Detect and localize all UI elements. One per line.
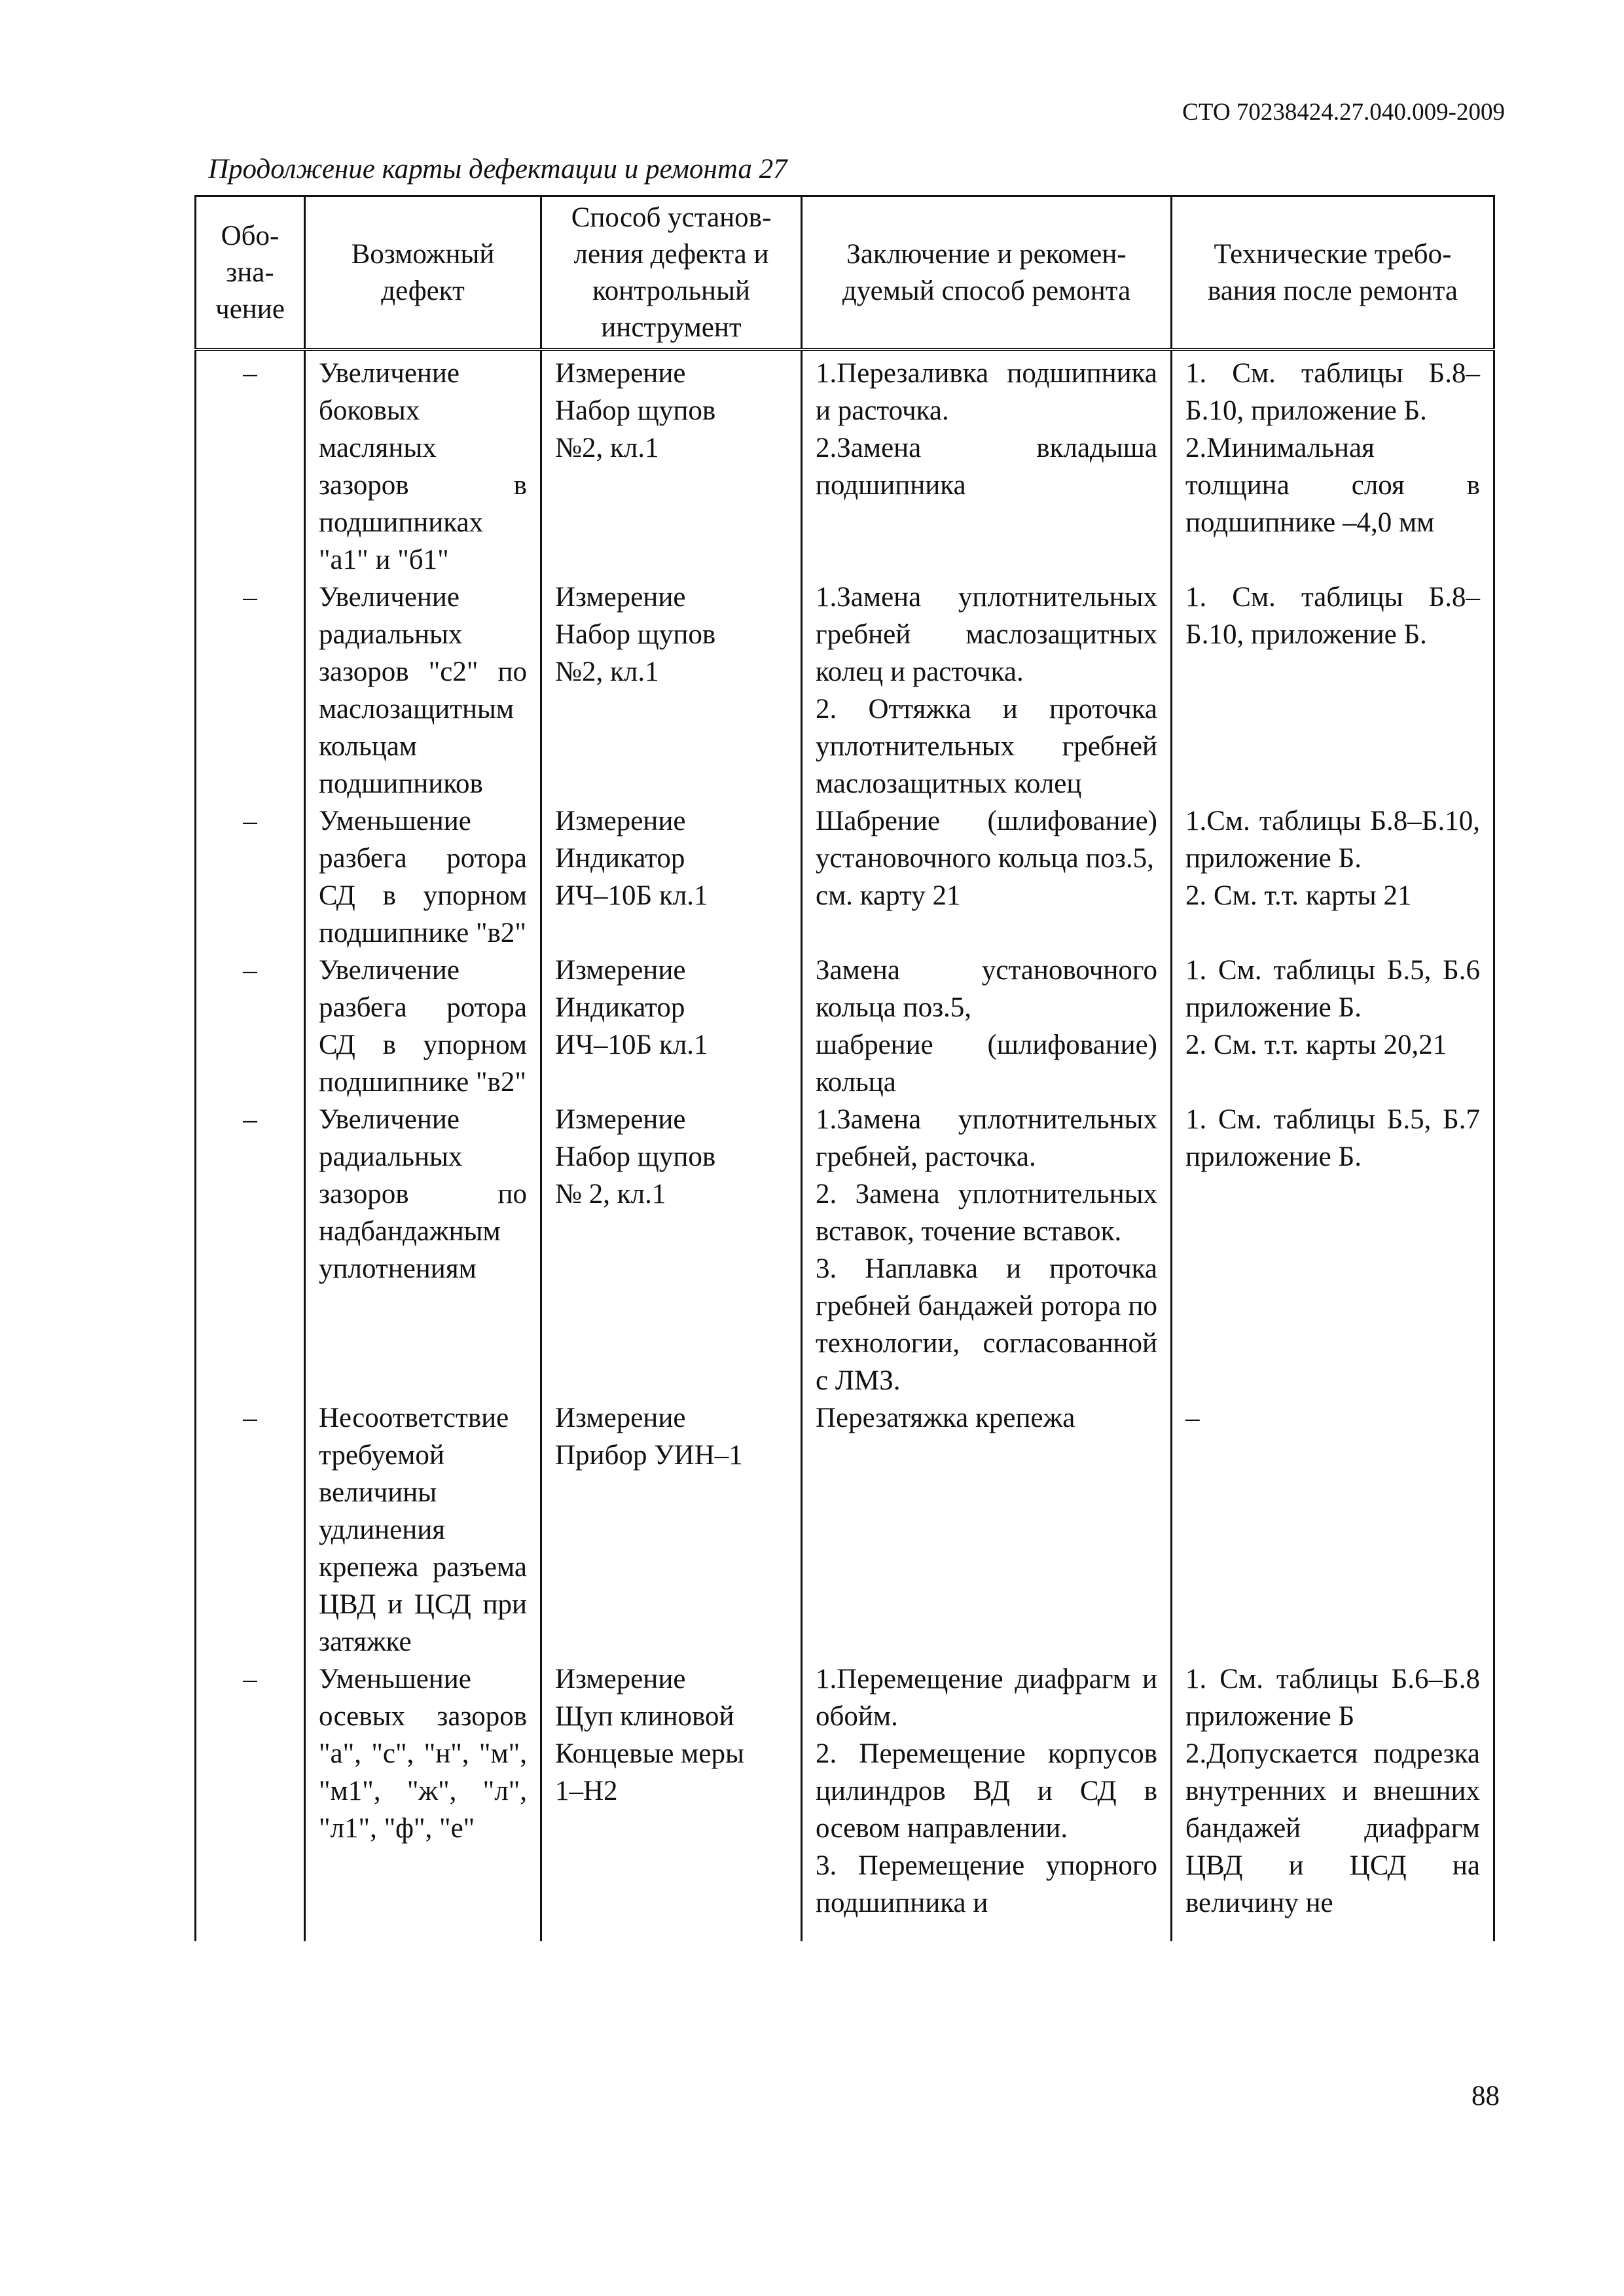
cell-paragraph: 1. См. таблицы Б.8–Б.10, приложение Б. bbox=[1185, 358, 1480, 426]
cell-repair bbox=[802, 802, 1172, 952]
page-number: 88 bbox=[1471, 2081, 1500, 2111]
cell-repair bbox=[802, 350, 1172, 579]
col-repair-header bbox=[802, 196, 1172, 350]
cell-paragraph: 2. Замена уплотнительных вставок, точение вставок. bbox=[816, 1179, 1157, 1247]
header-line: Технические требо- bbox=[1214, 238, 1452, 270]
cell-paragraph: 2.Минимальная толщина слоя в подшипнике –4,0 мм bbox=[1185, 433, 1480, 538]
header-line: дуемый способ ремонта bbox=[842, 275, 1131, 306]
cell-paragraph: Прибор УИН–1 bbox=[555, 1440, 743, 1471]
header-line: Обо- bbox=[221, 220, 280, 251]
table-row bbox=[196, 952, 1494, 1101]
cell-defect: Увеличение радиальных зазоров "с2" по маслозащитным кольцам подшипников bbox=[305, 579, 541, 802]
header-line: Возможный bbox=[351, 238, 495, 270]
col-method-header bbox=[541, 196, 802, 350]
cell-requirements bbox=[1172, 1101, 1494, 1399]
cell-paragraph: 2. Перемещение корпусов цилиндров ВД и СД в осевом направлении. bbox=[816, 1738, 1157, 1844]
cell-paragraph: Концевые меры bbox=[555, 1738, 744, 1769]
table-header bbox=[196, 196, 1494, 350]
col-defect-header bbox=[305, 196, 541, 350]
empty-cell bbox=[196, 1922, 305, 1941]
cell-defect: Уменьшение разбега ротора СД в упорном подшипнике "в2" bbox=[305, 802, 541, 952]
cell-paragraph: 1–Н2 bbox=[555, 1776, 618, 1806]
table-row bbox=[196, 1101, 1494, 1399]
cell-paragraph: Измерение bbox=[555, 582, 686, 613]
cell-designation: – bbox=[196, 579, 305, 802]
cell-paragraph: Измерение bbox=[555, 1664, 686, 1695]
cell-method bbox=[541, 1660, 802, 1922]
table-body bbox=[196, 350, 1494, 1941]
cell-paragraph: Индикатор bbox=[555, 843, 685, 874]
cell-paragraph: №2, кл.1 bbox=[555, 656, 659, 687]
cell-repair bbox=[802, 952, 1172, 1101]
cell-method bbox=[541, 802, 802, 952]
cell-paragraph: 1. См. таблицы Б.5, Б.6 приложение Б. bbox=[1185, 955, 1480, 1023]
cell-method bbox=[541, 1399, 802, 1660]
cell-paragraph: Перезатяжка крепежа bbox=[816, 1403, 1075, 1433]
table-row bbox=[196, 350, 1494, 579]
cell-paragraph: Набор щупов bbox=[555, 619, 716, 650]
document-code: СТО 70238424.27.040.009-2009 bbox=[1182, 99, 1505, 126]
cell-defect: Увеличение радиальных зазоров по надбандажным уплотнениям bbox=[305, 1101, 541, 1399]
cell-paragraph: 3. Перемещение упорного подшипника и bbox=[816, 1850, 1157, 1918]
cell-paragraph: Шабрение (шлифование) установочного кольца поз.5, bbox=[816, 806, 1157, 874]
header-line: зна- bbox=[226, 257, 274, 288]
empty-cell bbox=[802, 1922, 1172, 1941]
cell-paragraph: Щуп клиновой bbox=[555, 1701, 734, 1732]
cell-paragraph: Измерение bbox=[555, 1104, 686, 1135]
cell-paragraph: 2. См. т.т. карты 20,21 bbox=[1185, 1030, 1447, 1060]
col-requirements-header bbox=[1172, 196, 1494, 350]
table-continuation-gap bbox=[196, 1922, 1494, 1941]
cell-requirements bbox=[1172, 1660, 1494, 1922]
cell-requirements bbox=[1172, 802, 1494, 952]
table-row bbox=[196, 1660, 1494, 1922]
cell-paragraph: – bbox=[1185, 1403, 1200, 1433]
cell-paragraph: Измерение bbox=[555, 358, 686, 389]
cell-paragraph: 1.Перемещение диафрагм и обойм. bbox=[816, 1664, 1157, 1732]
col-designation-header bbox=[196, 196, 305, 350]
cell-repair bbox=[802, 579, 1172, 802]
header-line: Заключение и рекомен- bbox=[846, 238, 1127, 270]
cell-defect: Несоответствие требуемой величины удлинения крепежа разъема ЦВД и ЦСД при затяжке bbox=[305, 1399, 541, 1660]
cell-paragraph: Измерение bbox=[555, 1403, 686, 1433]
header-line: дефект bbox=[381, 275, 465, 306]
cell-paragraph: 1.Замена уплотнительных гребней, расточка. bbox=[816, 1104, 1157, 1172]
cell-paragraph: Набор щупов bbox=[555, 1141, 716, 1172]
cell-designation: – bbox=[196, 1660, 305, 1922]
empty-cell bbox=[541, 1922, 802, 1941]
cell-designation: – bbox=[196, 802, 305, 952]
cell-paragraph: 1. См. таблицы Б.8–Б.10, приложение Б. bbox=[1185, 582, 1480, 650]
empty-cell bbox=[305, 1922, 541, 1941]
header-line: вания после ремонта bbox=[1207, 275, 1458, 306]
cell-paragraph: 3. Наплавка и проточка гребней бандажей ротора по технологии, согласованной с ЛМЗ. bbox=[816, 1253, 1157, 1396]
cell-method bbox=[541, 350, 802, 579]
cell-defect: Уменьшение осевых зазоров "а", "с", "н", "м", "м1", "ж", "л", "л1", "ф", "е" bbox=[305, 1660, 541, 1922]
defect-repair-table bbox=[194, 195, 1495, 1941]
cell-paragraph: № 2, кл.1 bbox=[555, 1179, 666, 1210]
cell-paragraph: 1. См. таблицы Б.6–Б.8 приложение Б bbox=[1185, 1664, 1480, 1732]
cell-method bbox=[541, 1101, 802, 1399]
cell-paragraph: 2.Допускается подрезка внутренних и внешних бандажей диафрагм ЦВД и ЦСД на величину не bbox=[1185, 1738, 1480, 1918]
cell-defect: Увеличение разбега ротора СД в упорном подшипнике "в2" bbox=[305, 952, 541, 1101]
cell-requirements bbox=[1172, 350, 1494, 579]
header-line: Способ установ- bbox=[571, 202, 772, 233]
cell-method bbox=[541, 952, 802, 1101]
cell-paragraph: 2. Оттяжка и проточка уплотнительных гребней маслозащитных колец bbox=[816, 694, 1157, 799]
cell-designation: – bbox=[196, 952, 305, 1101]
cell-repair bbox=[802, 1660, 1172, 1922]
cell-paragraph: Индикатор bbox=[555, 992, 685, 1023]
cell-repair bbox=[802, 1399, 1172, 1660]
table-caption: Продолжение карты дефектации и ремонта 27 bbox=[208, 154, 787, 185]
cell-paragraph: Набор щупов bbox=[555, 395, 716, 426]
header-line: инструмент bbox=[601, 312, 742, 343]
cell-requirements bbox=[1172, 1399, 1494, 1660]
cell-paragraph: 2. См. т.т. карты 21 bbox=[1185, 880, 1412, 911]
cell-repair bbox=[802, 1101, 1172, 1399]
table-row bbox=[196, 579, 1494, 802]
cell-paragraph: 1.См. таблицы Б.8–Б.10, приложение Б. bbox=[1185, 806, 1480, 874]
cell-paragraph: 1.Замена уплотнительных гребней маслозащитных колец и расточка. bbox=[816, 582, 1157, 687]
table-row bbox=[196, 1399, 1494, 1660]
header-line: контрольный bbox=[592, 275, 750, 306]
cell-method bbox=[541, 579, 802, 802]
cell-paragraph: 1.Перезаливка подшипника и расточка. bbox=[816, 358, 1157, 426]
cell-paragraph: Измерение bbox=[555, 806, 686, 836]
cell-paragraph: 1. См. таблицы Б.5, Б.7 приложение Б. bbox=[1185, 1104, 1480, 1172]
cell-designation: – bbox=[196, 1399, 305, 1660]
cell-paragraph: см. карту 21 bbox=[816, 880, 961, 911]
cell-paragraph: Замена установочного кольца поз.5, bbox=[816, 955, 1157, 1023]
cell-paragraph: Измерение bbox=[555, 955, 686, 986]
cell-requirements bbox=[1172, 952, 1494, 1101]
cell-defect: Увеличение боковых масляных зазоров в подшипниках "а1" и "б1" bbox=[305, 350, 541, 579]
cell-requirements bbox=[1172, 579, 1494, 802]
cell-paragraph: №2, кл.1 bbox=[555, 433, 659, 463]
cell-paragraph: ИЧ–10Б кл.1 bbox=[555, 880, 708, 911]
cell-paragraph: шабрение (шлифование) кольца bbox=[816, 1030, 1157, 1098]
header-line: ления дефекта и bbox=[573, 238, 769, 270]
cell-paragraph: 2.Замена вкладыша подшипника bbox=[816, 433, 1157, 501]
cell-paragraph: ИЧ–10Б кл.1 bbox=[555, 1030, 708, 1060]
empty-cell bbox=[1172, 1922, 1494, 1941]
header-line: чение bbox=[215, 293, 285, 325]
cell-designation: – bbox=[196, 1101, 305, 1399]
cell-designation: – bbox=[196, 350, 305, 579]
table-row bbox=[196, 802, 1494, 952]
